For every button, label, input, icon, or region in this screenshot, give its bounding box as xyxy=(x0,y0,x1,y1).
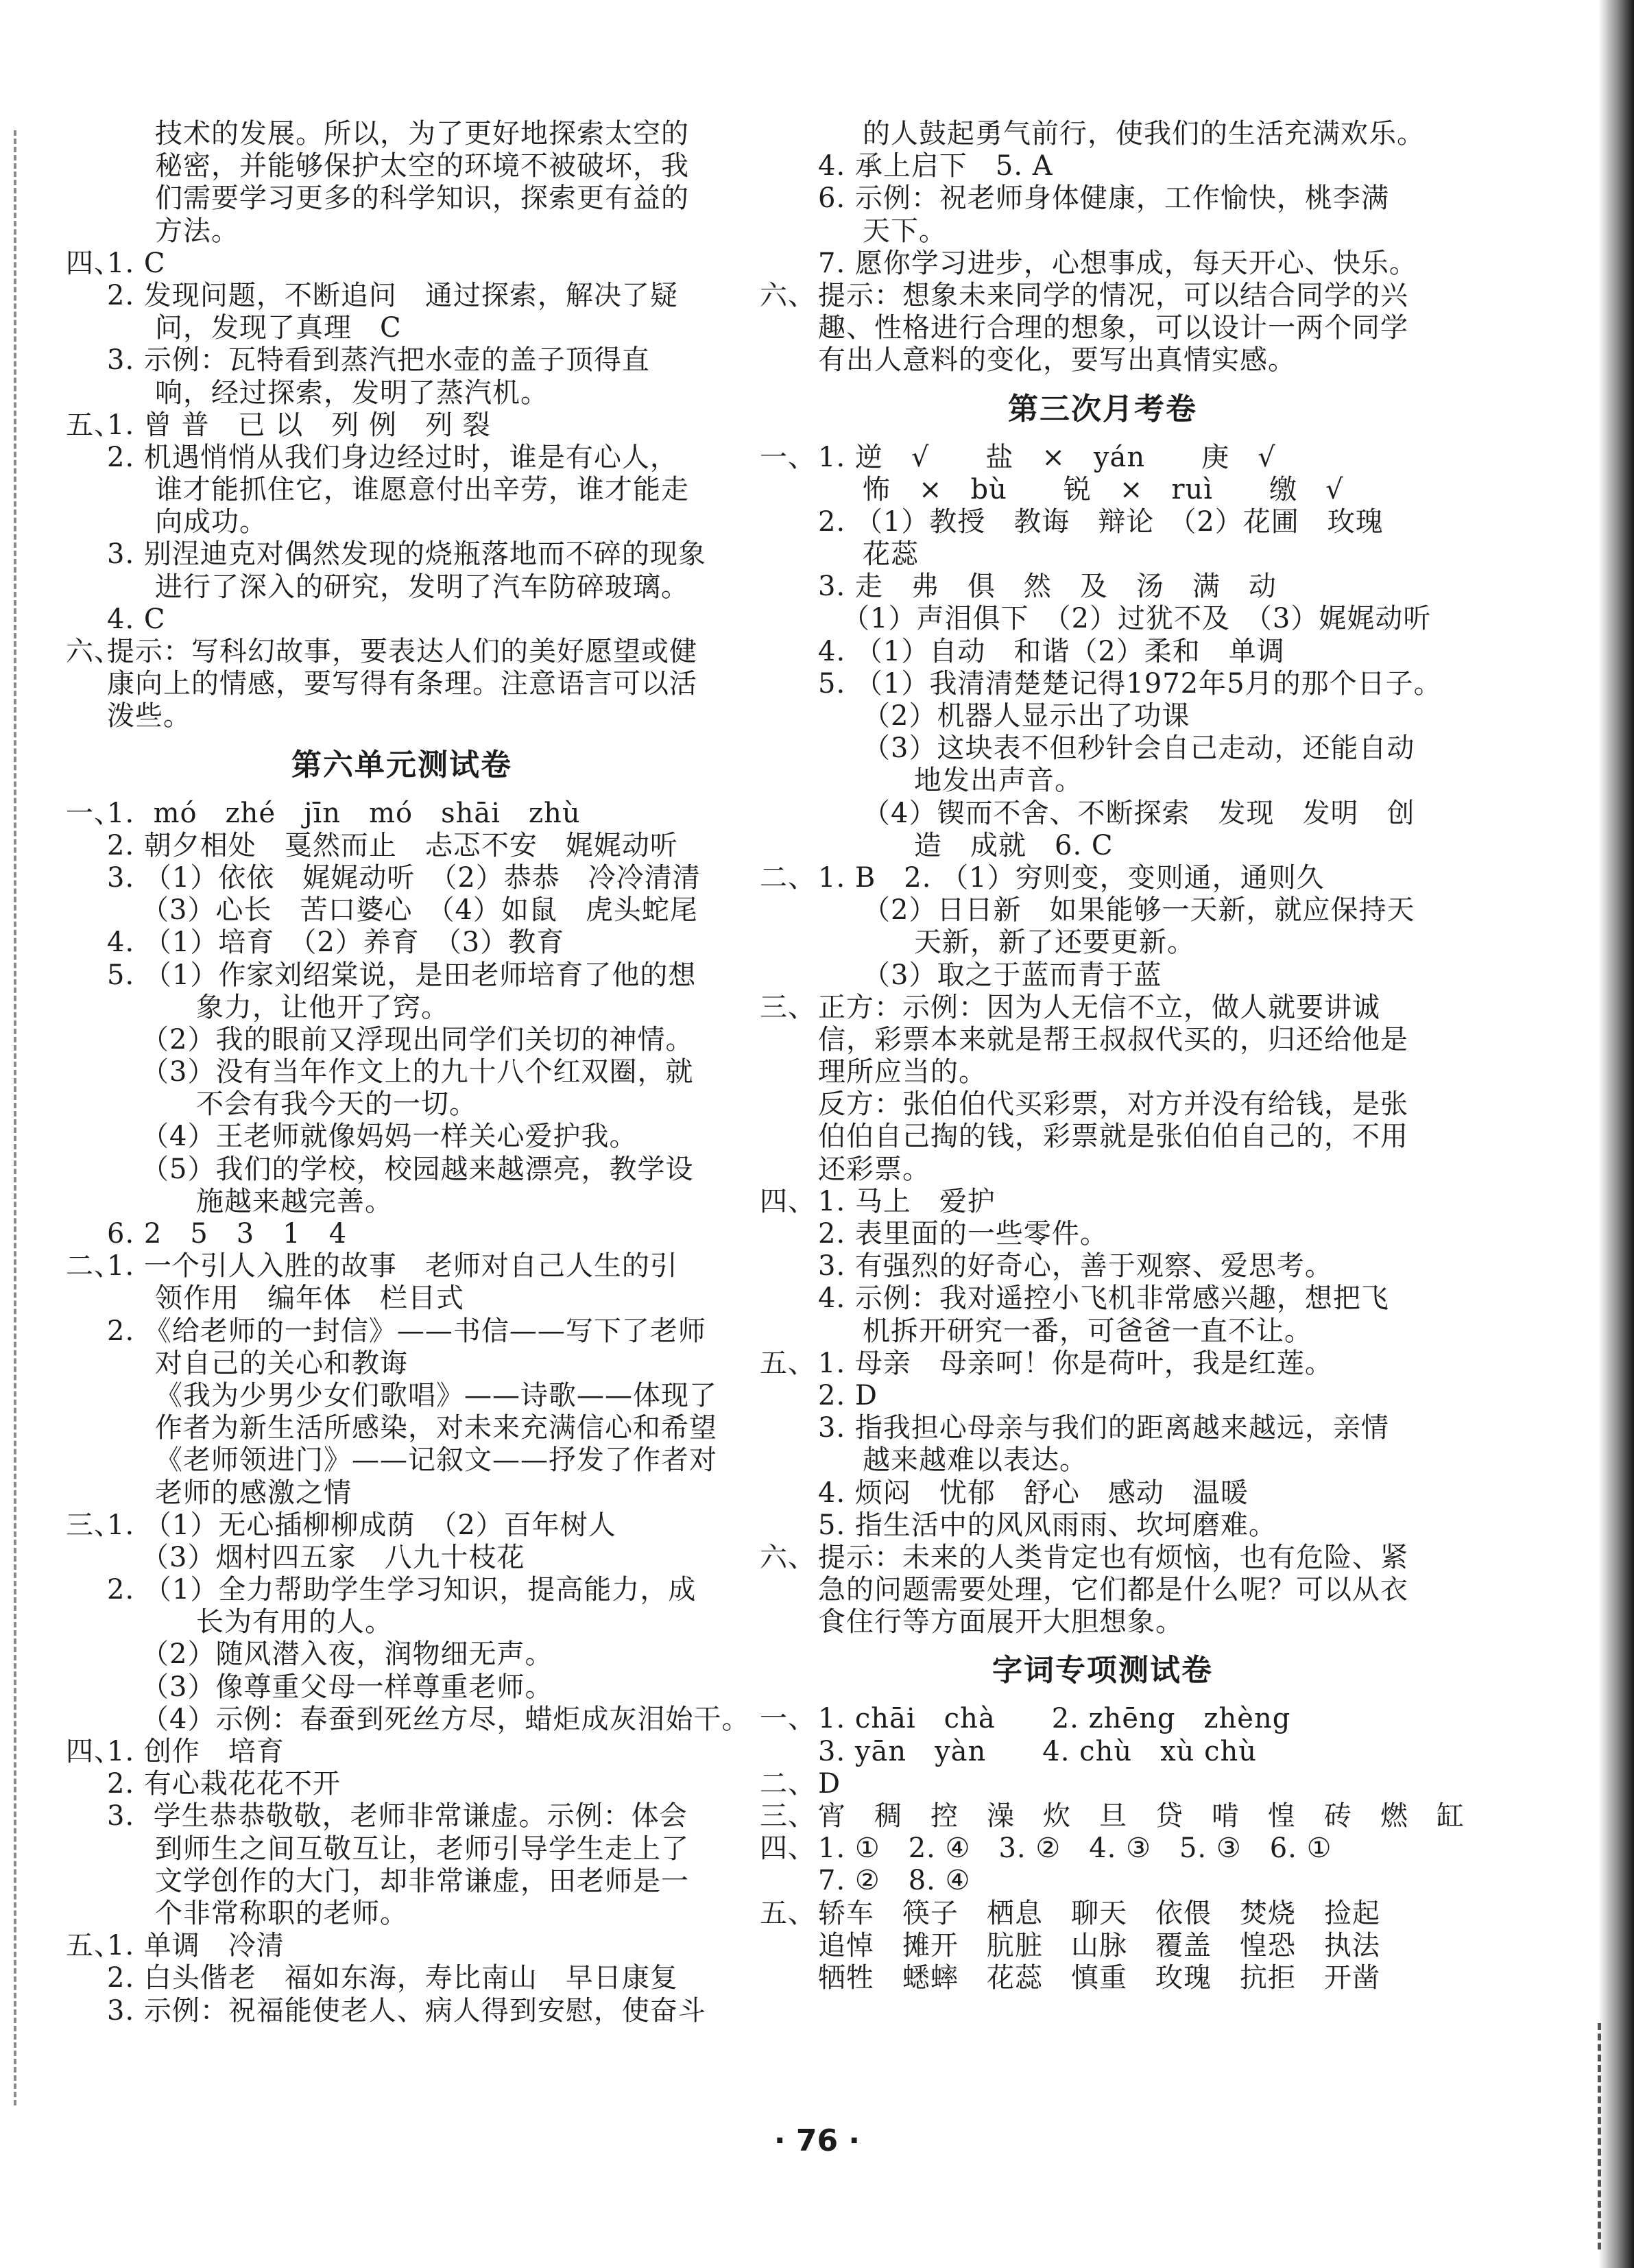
answer-line xyxy=(66,1348,738,1380)
answer-text: 文学创作的大门，却非常谦虚，田老师是一 xyxy=(155,1865,689,1897)
answer-text: （1）声泪俱下 （2）过犹不及 （3）娓娓动听 xyxy=(842,603,1432,635)
answer-line xyxy=(760,1250,1445,1282)
answer-line xyxy=(66,1865,738,1898)
answer-line xyxy=(66,1509,738,1542)
answer-text: 食住行等方面展开大胆想象。 xyxy=(818,1606,1184,1638)
section-heading: 字词专项测试卷 xyxy=(992,1653,1213,1688)
question-label: 六、 xyxy=(760,279,816,311)
answer-line xyxy=(760,1736,1445,1768)
answer-line xyxy=(760,1154,1445,1186)
answer-text: 追悼 摊开 肮脏 山脉 覆盖 惶恐 执法 xyxy=(818,1929,1380,1961)
answer-text: （3）取之于蓝而青于蓝 xyxy=(863,959,1162,991)
question-label: 五、 xyxy=(66,1930,122,1962)
answer-text: 个非常称职的老师。 xyxy=(155,1897,408,1929)
question-label: 一、 xyxy=(66,797,122,829)
answer-line xyxy=(66,894,738,927)
answer-text: 4. （1）自动 和谐（2）柔和 单调 xyxy=(818,635,1285,667)
answer-text: 领作用 编年体 栏目式 xyxy=(155,1282,464,1315)
answer-line xyxy=(66,862,738,894)
answer-text: 响，经过探索，发明了蒸汽机。 xyxy=(155,377,549,409)
answer-text: 问，发现了真理 C xyxy=(155,312,402,344)
answer-text: 7. ② 8. ④ xyxy=(818,1865,971,1897)
answer-line xyxy=(66,442,738,474)
answer-line xyxy=(66,409,738,442)
answer-line xyxy=(66,1056,738,1088)
answer-line xyxy=(66,636,738,668)
answer-text: 2. 《给老师的一封信》——书信——写下了老师 xyxy=(107,1315,706,1347)
answer-line xyxy=(66,506,738,538)
answer-line xyxy=(760,927,1445,959)
answer-line xyxy=(66,992,738,1024)
question-label: 五、 xyxy=(760,1347,816,1379)
answer-text: 2. D xyxy=(818,1379,878,1411)
question-label: 四、 xyxy=(760,1185,816,1217)
answer-line xyxy=(760,344,1445,377)
answer-line xyxy=(66,1800,738,1833)
answer-text: 正方：示例：因为人无信不立，做人就要讲诚 xyxy=(818,991,1380,1023)
answer-text: （3）这块表不但秒针会自己走动，还能自动 xyxy=(863,732,1415,765)
answer-text: （4）王老师就像妈妈一样关心爱护我。 xyxy=(141,1121,638,1153)
question-label: 一、 xyxy=(760,1703,816,1735)
answer-line xyxy=(66,798,738,830)
answer-line xyxy=(760,992,1445,1024)
answer-line xyxy=(66,1638,738,1671)
answer-line xyxy=(760,474,1445,506)
answer-text: 2. （1）教授 教诲 辩论 （2）花圃 玫瑰 xyxy=(818,505,1384,538)
answer-line xyxy=(760,959,1445,992)
answer-line xyxy=(760,1865,1445,1897)
answer-line xyxy=(760,1282,1445,1315)
answer-line xyxy=(66,1833,738,1865)
answer-text: 施越来越完善。 xyxy=(196,1185,393,1217)
answer-line xyxy=(760,1703,1445,1735)
answer-line xyxy=(760,1218,1445,1250)
answer-text: D xyxy=(818,1767,841,1800)
answer-text: 1. C xyxy=(107,247,166,279)
answer-text: 们需要学习更多的科学知识，探索更有益的 xyxy=(155,182,689,215)
answer-line xyxy=(66,1154,738,1186)
answer-line xyxy=(66,1671,738,1704)
answer-line xyxy=(760,150,1445,182)
answer-line xyxy=(66,312,738,344)
answer-line xyxy=(760,1833,1445,1865)
answer-text: 还彩票。 xyxy=(818,1153,930,1185)
answer-text: 对自己的关心和教诲 xyxy=(155,1347,408,1379)
answer-line xyxy=(760,215,1445,248)
answer-text: 3. 示例：瓦特看到蒸汽把水壶的盖子顶得直 xyxy=(107,344,650,377)
answer-text: （3）烟村四五家 八九十枝花 xyxy=(141,1541,525,1573)
answer-text: 1. 一个引人入胜的故事 老师对自己人生的引 xyxy=(107,1250,678,1282)
answer-line xyxy=(66,377,738,409)
question-label: 四、 xyxy=(760,1833,816,1865)
answer-line xyxy=(66,474,738,506)
answer-line xyxy=(66,830,738,862)
answer-text: 7. 愿你学习进步，心想事成，每天开心、快乐。 xyxy=(818,247,1417,279)
answer-line xyxy=(760,798,1445,830)
answer-line xyxy=(66,959,738,992)
answer-line xyxy=(66,182,738,215)
answer-line xyxy=(66,1250,738,1282)
answer-line xyxy=(66,604,738,636)
answer-text: （4）示例：春蚕到死丝方尽，蜡炬成灰泪始干。 xyxy=(141,1703,750,1735)
answer-text: 技术的发展。所以，为了更好地探索太空的 xyxy=(155,118,689,150)
answer-line xyxy=(66,1477,738,1509)
answer-line xyxy=(760,1315,1445,1348)
answer-text: 1. 创作 培育 xyxy=(107,1736,285,1767)
answer-line xyxy=(760,442,1445,474)
answer-text: 3. 走 弗 俱 然 及 汤 满 动 xyxy=(818,571,1277,603)
answer-text: 1. 单调 冷清 xyxy=(107,1930,285,1962)
answer-text: 4. 承上启下 5. A xyxy=(818,150,1053,182)
answer-line xyxy=(66,1995,738,2027)
answer-line xyxy=(760,1186,1445,1218)
answer-text: 理所应当的。 xyxy=(818,1056,987,1088)
answer-text: 趣、性格进行合理的想象，可以设计一两个同学 xyxy=(818,312,1408,344)
answer-line xyxy=(66,1574,738,1606)
page-number: · 76 · xyxy=(773,2123,861,2158)
answer-text: 3. 别涅迪克对偶然发现的烧瓶落地而不碎的现象 xyxy=(107,538,706,571)
question-label: 四、 xyxy=(66,247,122,279)
answer-text: 天下。 xyxy=(863,215,947,247)
answer-text: 3. 示例：祝福能使老人、病人得到安慰，使奋斗 xyxy=(107,1994,706,2027)
answer-line xyxy=(760,1024,1445,1056)
answer-text: 长为有用的人。 xyxy=(196,1606,393,1638)
answer-line xyxy=(66,668,738,700)
answer-line xyxy=(760,1509,1445,1542)
answer-text: 1. ① 2. ④ 3. ② 4. ③ 5. ③ 6. ① xyxy=(818,1833,1332,1865)
answer-line xyxy=(760,280,1445,312)
answer-text: 康向上的情感，要写得有条理。注意语言可以活 xyxy=(107,668,697,700)
question-label: 五、 xyxy=(66,409,122,441)
answer-text: 3. 学生恭恭敬敬，老师非常谦虚。示例：体会 xyxy=(107,1800,688,1833)
answer-text: 牺牲 蟋蟀 花蕊 慎重 玫瑰 抗拒 开凿 xyxy=(818,1961,1380,1994)
answer-text: 1. 逆 √ 盐 × yán 庚 √ xyxy=(818,441,1276,473)
answer-text: 花蕊 xyxy=(863,538,919,571)
right-column xyxy=(760,118,1465,1994)
answer-line xyxy=(760,1380,1445,1412)
answer-text: 作者为新生活所感染，对未来充满信心和希望 xyxy=(155,1412,717,1444)
answer-line xyxy=(66,1412,738,1444)
answer-text: 天新，新了还要更新。 xyxy=(914,927,1195,959)
answer-text: 宵 稠 控 澡 炊 旦 贷 啃 惶 砖 燃 缸 xyxy=(818,1800,1465,1832)
question-label: 二、 xyxy=(66,1250,122,1282)
answer-text: 急的问题需要处理，它们都是什么呢？可以从衣 xyxy=(818,1574,1408,1606)
question-label: 三、 xyxy=(760,1800,816,1832)
answer-text: 不会有我今天的一切。 xyxy=(196,1088,477,1121)
answer-line xyxy=(760,1542,1445,1574)
answer-line xyxy=(760,1606,1445,1638)
answer-text: 秘密，并能够保护太空的环境不被破坏，我 xyxy=(155,150,689,182)
answer-line xyxy=(760,312,1445,344)
answer-line xyxy=(66,1736,738,1768)
answer-text: （3）没有当年作文上的九十八个红双圈，就 xyxy=(141,1056,694,1088)
answer-text: （3）心长 苦口婆心 （4）如鼠 虎头蛇尾 xyxy=(141,894,698,927)
answer-text: 4. （1）培育 （2）养育 （3）教育 xyxy=(107,927,565,959)
answer-line xyxy=(760,894,1445,927)
answer-line xyxy=(760,182,1445,215)
question-label: 二、 xyxy=(760,861,816,894)
question-label: 六、 xyxy=(760,1541,816,1573)
answer-line xyxy=(760,1477,1445,1509)
answer-line xyxy=(760,700,1445,732)
answer-text: 1. chāi chà 2. zhēng zhèng xyxy=(818,1703,1291,1735)
answer-text: 怖 × bù 锐 × ruì 缴 √ xyxy=(863,473,1344,505)
answer-line xyxy=(760,506,1445,538)
answer-line xyxy=(760,1800,1465,1833)
answer-line xyxy=(760,571,1445,603)
answer-line xyxy=(66,1186,738,1218)
answer-line xyxy=(760,1056,1445,1088)
answer-line xyxy=(66,571,738,604)
answer-text: 4. 示例：我对遥控小飞机非常感兴趣，想把飞 xyxy=(818,1282,1389,1315)
answer-line xyxy=(66,248,738,280)
answer-text: 3. 指我担心母亲与我们的距离越来越远，亲情 xyxy=(818,1412,1389,1444)
answer-text: 2. 朝夕相处 戛然而止 忐忑不安 娓娓动听 xyxy=(107,829,678,861)
section-heading: 第六单元测试卷 xyxy=(291,747,512,783)
answer-line xyxy=(760,118,1445,150)
answer-line xyxy=(66,1898,738,1930)
question-label: 三、 xyxy=(66,1509,122,1541)
answer-text: （2）随风潜入夜，润物细无声。 xyxy=(141,1638,553,1671)
question-label: 一、 xyxy=(760,441,816,473)
answer-text: 2. 表里面的一些零件。 xyxy=(818,1218,1108,1250)
answer-text: 方法。 xyxy=(155,215,239,247)
answer-line xyxy=(760,248,1445,280)
section-heading: 第三次月考卷 xyxy=(1008,391,1197,427)
answer-text: 2. （1）全力帮助学生学习知识，提高能力，成 xyxy=(107,1574,697,1606)
answer-line xyxy=(760,1348,1445,1380)
answer-text: （2）机器人显示出了功课 xyxy=(863,700,1190,732)
answer-text: 6. 示例：祝老师身体健康，工作愉快，桃李满 xyxy=(818,182,1389,215)
answer-text: 5. （1）作家刘绍棠说，是田老师培育了他的想 xyxy=(107,959,697,991)
answer-line xyxy=(760,732,1445,765)
answer-line xyxy=(760,830,1445,862)
answer-line xyxy=(66,344,738,377)
answer-line xyxy=(760,603,1445,635)
answer-line xyxy=(66,150,738,182)
answer-line xyxy=(66,1962,738,1994)
answer-line xyxy=(66,118,738,150)
answer-line xyxy=(66,215,738,248)
answer-text: 3. （1）依依 娓娓动听 （2）恭恭 冷冷清清 xyxy=(107,861,701,894)
answer-text: 1. mó zhé jīn mó shāi zhù xyxy=(107,797,581,829)
answer-text: 提示：想象未来同学的情况，可以结合同学的兴 xyxy=(818,279,1408,311)
answer-text: 进行了深入的研究，发明了汽车防碎玻璃。 xyxy=(155,571,689,603)
answer-line xyxy=(66,1930,738,1962)
answer-line xyxy=(760,1930,1445,1962)
answer-line xyxy=(66,1315,738,1348)
question-label: 六、 xyxy=(66,636,122,667)
answer-text: 4. 烦闷 忧郁 舒心 感动 温暖 xyxy=(818,1477,1249,1509)
answer-line xyxy=(760,1574,1445,1606)
answer-line xyxy=(760,1768,1445,1800)
answer-text: 提示：未来的人类肯定也有烦恼，也有危险、紧 xyxy=(818,1541,1408,1573)
answer-text: 象力，让他开了窍。 xyxy=(196,991,449,1023)
answer-text: 信，彩票本来就是帮王叔叔代买的，归还给他是 xyxy=(818,1023,1408,1055)
answer-text: 提示：写科幻故事，要表达人们的美好愿望或健 xyxy=(107,636,697,667)
answer-text: （4）锲而不舍、不断探索 发现 发明 创 xyxy=(863,797,1415,829)
answer-line xyxy=(66,1282,738,1315)
answer-line xyxy=(66,1218,738,1250)
cut-line xyxy=(14,130,16,2105)
answer-text: 机拆开研究一番，可爸爸一直不让。 xyxy=(863,1315,1312,1347)
answer-text: （3）像尊重父母一样尊重老师。 xyxy=(141,1671,553,1703)
answer-line xyxy=(760,1121,1445,1153)
answer-text: 有出人意料的变化，要写出真情实感。 xyxy=(818,344,1296,377)
answer-text: 4. C xyxy=(107,603,166,635)
answer-text: 2. 发现问题，不断追问 通过探索，解决了疑 xyxy=(107,279,678,311)
answer-text: 越来越难以表达。 xyxy=(863,1444,1088,1477)
answer-line xyxy=(66,1542,738,1574)
answer-text: 2. 白头偕老 福如东海，寿比南山 早日康复 xyxy=(107,1962,678,1994)
answer-line xyxy=(760,1898,1445,1930)
answer-line xyxy=(66,700,738,732)
answer-text: 轿车 筷子 栖息 聊天 依偎 焚烧 捡起 xyxy=(818,1897,1380,1929)
answer-text: 谁才能抓住它，谁愿意付出辛劳，谁才能走 xyxy=(155,474,689,506)
question-label: 四、 xyxy=(66,1736,122,1767)
answer-text: 1. 曾 普 已 以 列 例 列 裂 xyxy=(107,409,491,441)
answer-text: 向成功。 xyxy=(155,506,267,538)
answer-text: 2. 机遇悄悄从我们身边经过时，谁是有心人， xyxy=(107,441,678,473)
answer-text: 泼些。 xyxy=(107,700,191,732)
answer-line xyxy=(760,538,1445,571)
answer-line xyxy=(66,1768,738,1800)
answer-text: 5. （1）我清清楚楚记得1972年5月的那个日子。 xyxy=(818,667,1442,700)
answer-text: 反方：张伯伯代买彩票，对方并没有给钱，是张 xyxy=(818,1088,1408,1121)
answer-text: 1. B 2. （1）穷则变，变则通，通则久 xyxy=(818,861,1325,894)
answer-line xyxy=(760,1088,1445,1121)
answer-text: 1. （1）无心插柳柳成荫 （2）百年树人 xyxy=(107,1509,616,1541)
answer-line xyxy=(66,1444,738,1477)
answer-text: 2. 有心栽花花不开 xyxy=(107,1768,341,1800)
answer-text: 到师生之间互敬互让，老师引导学生走上了 xyxy=(155,1833,689,1865)
answer-line xyxy=(760,862,1445,894)
answer-line xyxy=(66,280,738,312)
answer-line xyxy=(66,927,738,959)
answer-text: 老师的感激之情 xyxy=(155,1477,352,1509)
answer-line xyxy=(760,668,1445,700)
answer-text: 3. 有强烈的好奇心，善于观察、爱思考。 xyxy=(818,1250,1333,1282)
answer-text: 6. 2 5 3 1 4 xyxy=(107,1218,348,1250)
answer-text: 《我为少男少女们歌唱》——诗歌——体现了 xyxy=(155,1379,717,1411)
answer-line xyxy=(760,1962,1445,1994)
answer-text: 《老师领进门》——记叙文——抒发了作者对 xyxy=(155,1444,717,1477)
page-edge-shadow xyxy=(1598,0,1634,2268)
answer-line xyxy=(66,1380,738,1412)
answer-line xyxy=(66,1088,738,1121)
answer-text: 1. 母亲 母亲呵！你是荷叶，我是红莲。 xyxy=(818,1347,1333,1379)
answer-line xyxy=(66,538,738,571)
answer-text: 1. 马上 爱护 xyxy=(818,1185,996,1217)
answer-text: 3. yān yàn 4. chù xù chù xyxy=(818,1735,1258,1767)
answer-text: 地发出声音。 xyxy=(914,765,1083,797)
answer-text: 的人鼓起勇气前行，使我们的生活充满欢乐。 xyxy=(863,118,1425,150)
answer-line xyxy=(66,1703,750,1736)
answer-text: 伯伯自己掏的钱，彩票就是张伯伯自己的，不用 xyxy=(818,1121,1408,1153)
answer-line xyxy=(66,1121,738,1153)
answer-line xyxy=(760,1444,1445,1477)
answer-text: （5）我们的学校，校园越来越漂亮，教学设 xyxy=(141,1153,694,1185)
answer-line xyxy=(760,765,1445,797)
answer-text: （2）日日新 如果能够一天新，就应保持天 xyxy=(863,894,1415,927)
answer-line xyxy=(760,636,1445,668)
answer-text: （2）我的眼前又浮现出同学们关切的神情。 xyxy=(141,1023,694,1055)
question-label: 三、 xyxy=(760,991,816,1023)
answer-text: 造 成就 6. C xyxy=(914,829,1114,861)
left-column xyxy=(66,118,750,2027)
answer-text: 5. 指生活中的风风雨雨、坎坷磨难。 xyxy=(818,1509,1277,1541)
answer-line xyxy=(760,1412,1445,1444)
question-label: 五、 xyxy=(760,1897,816,1929)
answer-line xyxy=(66,1024,738,1056)
answer-line xyxy=(66,1606,738,1638)
question-label: 二、 xyxy=(760,1767,816,1800)
